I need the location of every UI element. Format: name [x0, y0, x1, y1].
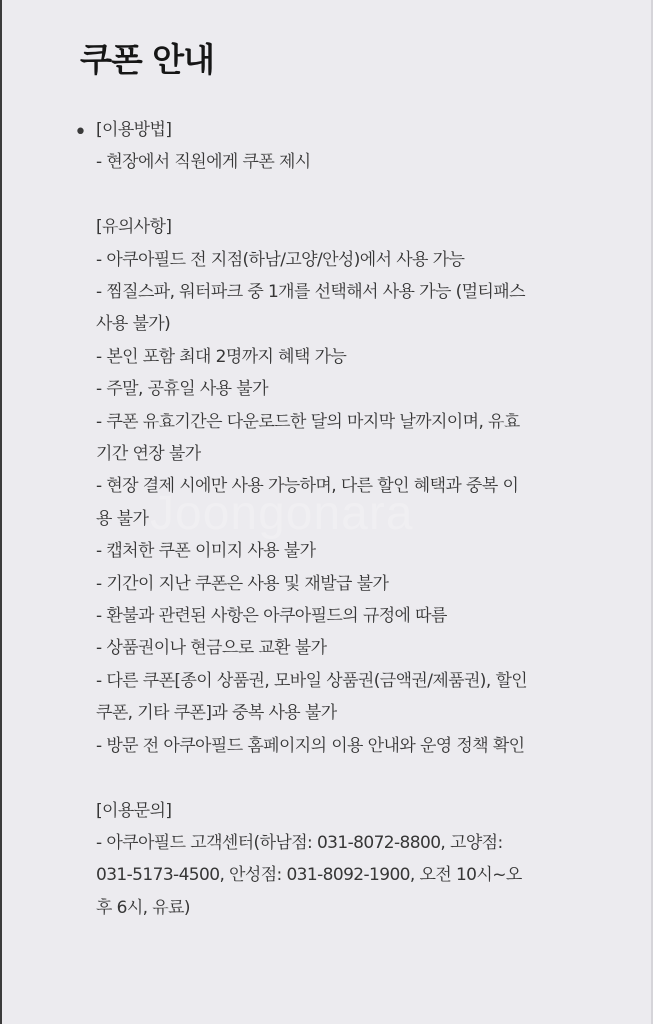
list-item: 후 6시, 유료): [96, 897, 190, 918]
list-item: 용 불가: [96, 508, 149, 529]
list-item: 기간 연장 불가: [96, 444, 201, 465]
list-item: 사용 불가): [96, 314, 171, 335]
list-item: - 주말, 공휴일 사용 불가: [96, 379, 268, 400]
list-item: - 아쿠아필드 전 지점(하남/고양/안성)에서 사용 가능: [96, 249, 465, 270]
section-heading: [유의사항]: [96, 217, 172, 238]
section-inquiry: [96, 795, 596, 925]
list-item: - 방문 전 아쿠아필드 홈페이지의 이용 안내와 운영 정책 확인: [96, 735, 525, 756]
left-border: [0, 0, 2, 1024]
section-usage: [96, 114, 596, 179]
list-item: - 캡처한 쿠폰 이미지 사용 불가: [96, 541, 316, 562]
bullet-icon: •: [74, 120, 87, 145]
list-item: 쿠폰, 기타 쿠폰]과 중복 사용 불가: [96, 703, 337, 724]
list-item: - 현장에서 직원에게 쿠폰 제시: [96, 152, 311, 173]
watermark: Joongonara: [150, 487, 414, 540]
section-heading: [이용방법]: [96, 120, 172, 140]
list-item: - 현장 결제 시에만 사용 가능하며, 다른 할인 혜택과 중복 이: [96, 476, 519, 497]
list-item: - 다른 쿠폰[종이 상품권, 모바일 상품권(금액권/제품권), 할인: [96, 670, 528, 691]
section-notes: [96, 211, 596, 762]
list-item: - 찜질스파, 워터파크 중 1개를 선택해서 사용 가능 (멀티패스: [96, 282, 525, 303]
list-item: - 아쿠아필드 고객센터(하남점: 031-8072-8800, 고양점:: [96, 832, 503, 853]
list-item: - 상품권이나 현금으로 교환 불가: [96, 638, 327, 659]
list-item: 031-5173-4500, 안성점: 031-8092-1900, 오전 10시~오: [96, 865, 522, 886]
list-item: - 기간이 지난 쿠폰은 사용 및 재발급 불가: [96, 573, 389, 594]
section-spacer: [96, 762, 596, 794]
list-item: - 환불과 관련된 사항은 아쿠아필드의 규정에 따름: [96, 606, 447, 627]
page-title: 쿠폰 안내: [80, 40, 215, 79]
list-item: - 쿠폰 유효기간은 다운로드한 달의 마지막 날까지이며, 유효: [96, 411, 520, 432]
section-heading: [이용문의]: [96, 800, 172, 821]
list-item: - 본인 포함 최대 2명까지 혜택 가능: [96, 346, 347, 367]
section-spacer: [96, 179, 596, 211]
coupon-info-content: [96, 114, 596, 924]
